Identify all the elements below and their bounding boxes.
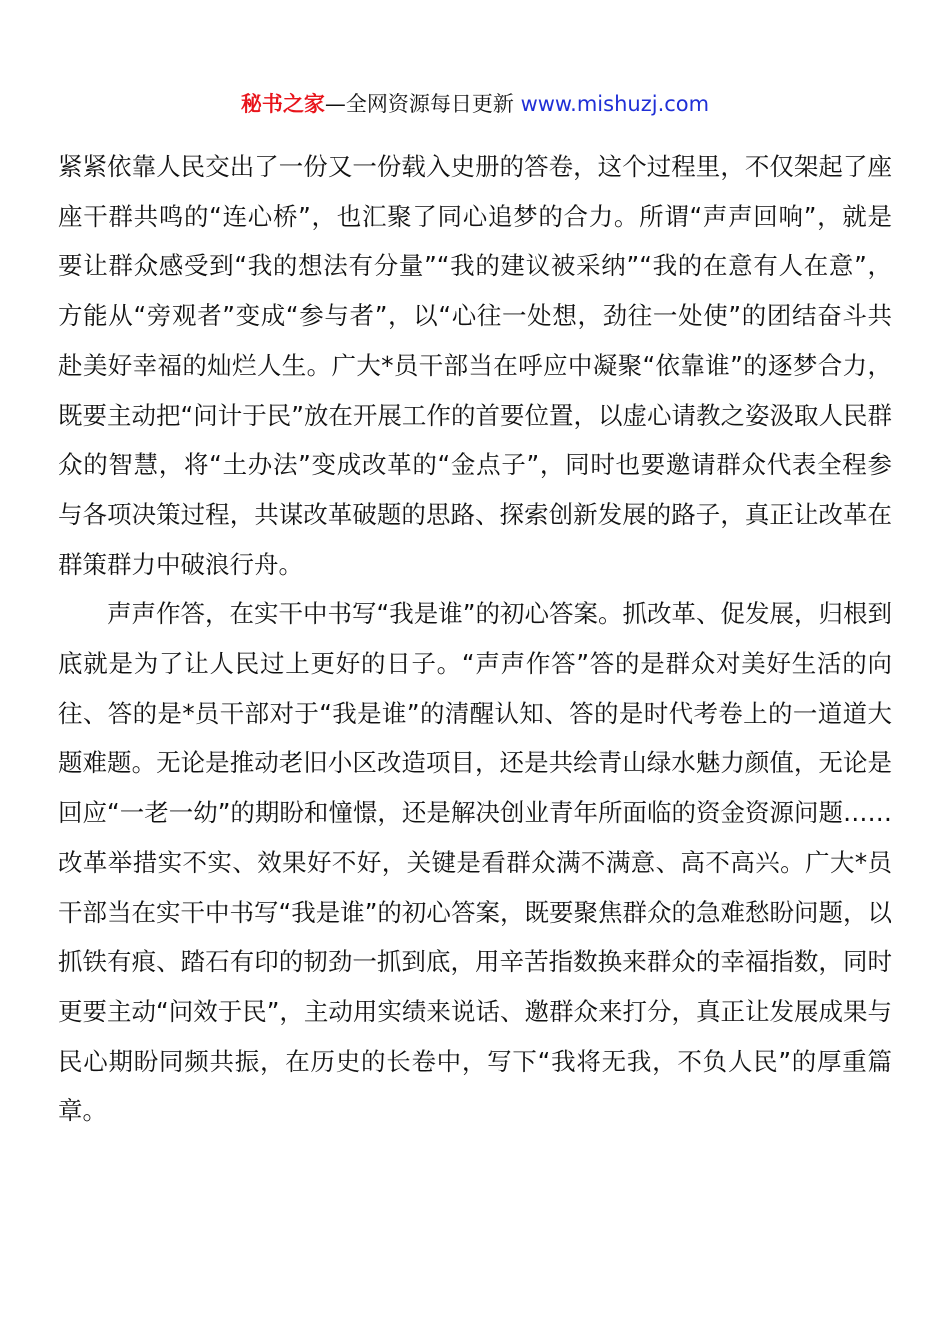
site-url-link[interactable]: www.mishuzj.com (513, 92, 710, 116)
document-body (58, 142, 892, 1136)
brand-name: 秘书之家 (240, 92, 325, 116)
header-tagline: —全网资源每日更新 (324, 92, 514, 116)
paragraph-continued: 紧紧依靠人民交出了一份又一份载入史册的答卷，这个过程里，不仅架起了座座干群共鸣的“连心桥”，也汇聚了同心追梦的合力。所谓“声声回响”，就是要让群众感受到“我的想法有分量”“我的建议被采纳”“我的在意有人在意”，方能从“旁观者”变成“参与者”，以“心往一处想，劲往一处使”的团结奋斗共赴美好幸福的灿烂人生。广大*员干部当在呼应中凝聚“依靠谁”的逐梦合力，既要主动把“问计于民”放在开展工作的首要位置，以虚心请教之姿汲取人民群众的智慧，将“土办法”变成改革的“金点子”，同时也要邀请群众代表全程参与各项决策过程，共谋改革破题的思路、探索创新发展的路子，真正让改革在群策群力中破浪行舟。 (58, 152, 892, 579)
paragraph-answer: 声声作答，在实干中书写“我是谁”的初心答案。抓改革、促发展，归根到底就是为了让人民过上更好的日子。“声声作答”答的是群众对美好生活的向往、答的是*员干部对于“我是谁”的清醒认知、答的是时代考卷上的一道道大题难题。无论是推动老旧小区改造项目，还是共绘青山绿水魅力颜值，无论是回应“一老一幼”的期盼和憧憬，还是解决创业青年所面临的资金资源问题……改革举措实不实、效果好不好，关键是看群众满不满意、高不高兴。广大*员干部当在实干中书写“我是谁”的初心答案，既要聚焦群众的急难愁盼问题，以抓铁有痕、踏石有印的韧劲一抓到底，用辛苦指数换来群众的幸福指数，同时更要主动“问效于民”，主动用实绩来说话、邀群众来打分，真正让发展成果与民心期盼同频共振，在历史的长卷中，写下“我将无我，不负人民”的厚重篇章。 (58, 599, 892, 1126)
page-header (0, 88, 950, 120)
